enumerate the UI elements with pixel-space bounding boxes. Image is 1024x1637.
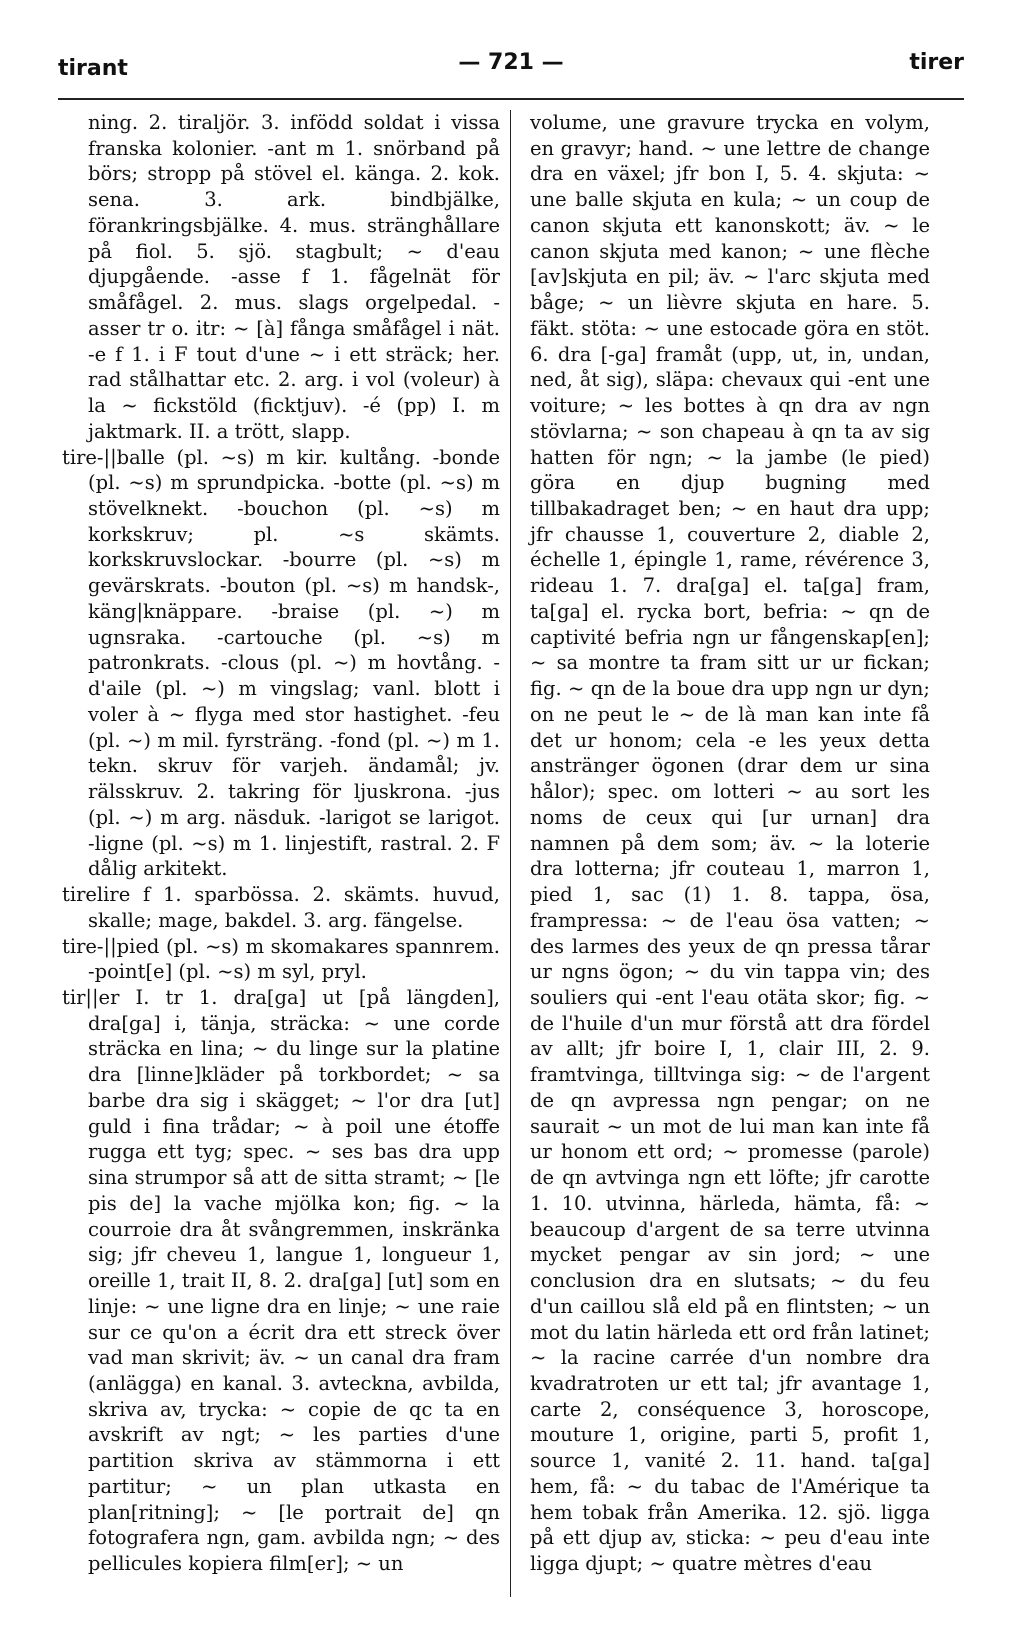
entry-tirelire: tirelire f 1. sparbössa. 2. skämts. huvud, skalle; mage, bakdel. 3. arg. fängelse. bbox=[62, 883, 500, 932]
page-number: — 721 — bbox=[458, 50, 564, 75]
left-guide-word: tirant bbox=[58, 56, 128, 81]
entry-tirer-continued: volume, une gravure trycka en volym, en gravyr; hand. ~ une lettre de change dra en växel; jfr bon I, 5. 4. skjuta: ~ une balle skjuta en kula; ~ un coup de canon skjuta ett kanonskott; äv. ~ le canon skjuta med kanon; ~ une flèche [av]skjuta en pil; äv. ~ l'arc skjuta med båge; ~ un lièvre skjuta en hare. 5. fäkt. stöta: ~ une estocade göra en stöt. 6. dra [-ga] framåt (upp, ut, in, undan, ned, åt sig), släpa: chevaux qui -ent une voiture; ~ les bottes à qn dra av ngn stövlarna; ~ son chapeau à qn ta av sig hatten för ngn; ~ la jambe (le pied) göra en djup bugning med tillbakadraget ben; ~ en haut dra upp; jfr chausse 1, couverture 2, diable 2, échelle 1, épingle 1, rame, révérence 3, rideau 1. 7. dra[ga] el. ta[ga] fram, ta[ga] el. rycka bort, befria: ~ qn de captivité befria ngn ur fångenskap[en]; ~ sa montre ta fram sitt ur ur fickan; fig. ~ qn de la boue dra upp ngn ur dyn; on ne peut le ~ de là man kan inte få det ur honom; cela -e les yeux detta anstränger ögonen (drar dem ur sina hålor); spec. om lotteri ~ au sort les noms de ceux qui [ur urnan] dra namnen på dem som; äv. ~ la loterie dra lotterna; jfr couteau 1, marron 1, pied 1, sac (1) 1. 8. tappa, ösa, frampressa: ~ de l'eau ösa vatten; ~ des larmes des yeux de qn pressa tårar ur ngns ögon; ~ du vin tappa vin; des souliers qui -ent l'eau otäta skor; fig. ~ de l'huile d'un mur förstå att dra fördel av allt; jfr boire I, 1, clair III, 2. 9. framtvinga, tilltvinga sig: ~ de l'argent de qn avpressa ngn pengar; on ne saurait ~ un mot de lui man kan inte få ur honom ett ord; ~ promesse (parole) de qn avtvinga ngn ett löfte; jfr carotte 1. 10. utvinna, härleda, hämta, få: ~ beaucoup d'argent de sa terre utvinna mycket pengar av sin jord; ~ une conclusion dra en slutsats; ~ du feu d'un caillou slå eld på en flintsten; ~ un mot du latin härleda ett ord från latinet; ~ la racine carrée d'un nombre dra kvadratroten ur ett tal; jfr avantage 1, carte 2, conséquence 3, horoscope, mouture 1, origine, parti 5, profit 1, source 1, vanité 2. 11. hand. ta[ga] hem, få: ~ du tabac de l'Amérique ta hem tobak från Amerika. 12. sjö. ligga på ett djup av, sticka: ~ peu d'eau inte ligga djupt; ~ quatre mètres d'eau bbox=[530, 111, 930, 1576]
header-rule bbox=[58, 98, 964, 100]
entry-continuation: ning. 2. tiraljör. 3. infödd soldat i vissa franska kolonier. -ant m 1. snörband på börs; stropp på stövel el. känga. 2. kok. sena. 3. ark. bindbjälke, förankringsbjälke. 4. mus. stränghållare på fiol. 5. sjö. stagbult; ~ d'eau djupgående. -asse f 1. fågelnät för småfågel. 2. mus. slags orgelpedal. -asser tr o. itr: ~ [à] fånga småfågel i nät. -e f 1. i F tout d'une ~ i ett sträck; her. rad stålhattar etc. 2. arg. i vol (voleur) à la ~ fickstöld (ficktjuv). -é (pp) I. m jaktmark. II. a trött, slapp. bbox=[88, 111, 500, 443]
entry-tire-pied: tire-||pied (pl. ~s) m skomakares spannrem. -point[e] (pl. ~s) m syl, pryl. bbox=[62, 934, 500, 984]
entry-tirer: tir||er I. tr 1. dra[ga] ut [på längden], dra[ga] i, tänja, sträcka: ~ une corde sträcka en lina; ~ du linge sur la platine dra [linne]kläder på torkbordet; ~ sa barbe dra sig i skägget; ~ l'or dra [ut] guld i fina trådar; ~ à poil une étoffe rugga ett tyg; spec. ~ ses bas dra upp sina strumpor så att de sitta stramt; ~ [le pis de] la vache mjölka kon; fig. ~ la courroie dra åt svångremmen, inskränka sig; jfr cheveu 1, langue 1, longueur 1, oreille 1, trait II, 8. 2. dra[ga] [ut] som en linje: ~ une ligne dra en linje; ~ une raie sur ce qu'on a écrit dra ett streck över vad man skrivit; äv. ~ un canal dra fram (anlägga) en kanal. 3. avteckna, avbilda, skriva av, trycka: ~ copie de qc ta en avskrift av ngt; ~ les parties d'une partition skriva av stämmorna i ett partitur; ~ un plan utkasta en plan[ritning]; ~ [le portrait de] qn fotografera ngn, gam. avbilda ngn; ~ des pellicules kopiera film[er]; ~ un bbox=[62, 985, 500, 1576]
left-column bbox=[62, 110, 500, 1577]
entry-tire-balle: tire-||balle (pl. ~s) m kir. kultång. -bonde (pl. ~s) m sprundpicka. -botte (pl. ~s) m stövelknekt. -bouchon (pl. ~s) m korkskruv; pl. ~s skämts. korkskruvslockar. -bourre (pl. ~s) m gevärskrats. -bouton (pl. ~s) m handsk-, käng|knäppare. -braise (pl. ~) m ugnsraka. -cartouche (pl. ~s) m patronkrats. -clous (pl. ~) m hovtång. -d'aile (pl. ~) m vingslag; vanl. blott i voler à ~ flyga med stor hastighet. -feu (pl. ~) m mil. fyrsträng. -fond (pl. ~) m 1. tekn. skruv för varjeh. ändamål; jv. rälsskruv. 2. takring för ljuskrona. -jus (pl. ~) m arg. näsduk. -larigot se larigot. -ligne (pl. ~s) m 1. linjestift, rastral. 2. F dålig arkitekt. bbox=[62, 445, 500, 881]
right-guide-word: tirer bbox=[909, 50, 964, 75]
page-header bbox=[58, 50, 964, 90]
column-divider bbox=[510, 110, 511, 1597]
right-column bbox=[530, 110, 930, 1577]
